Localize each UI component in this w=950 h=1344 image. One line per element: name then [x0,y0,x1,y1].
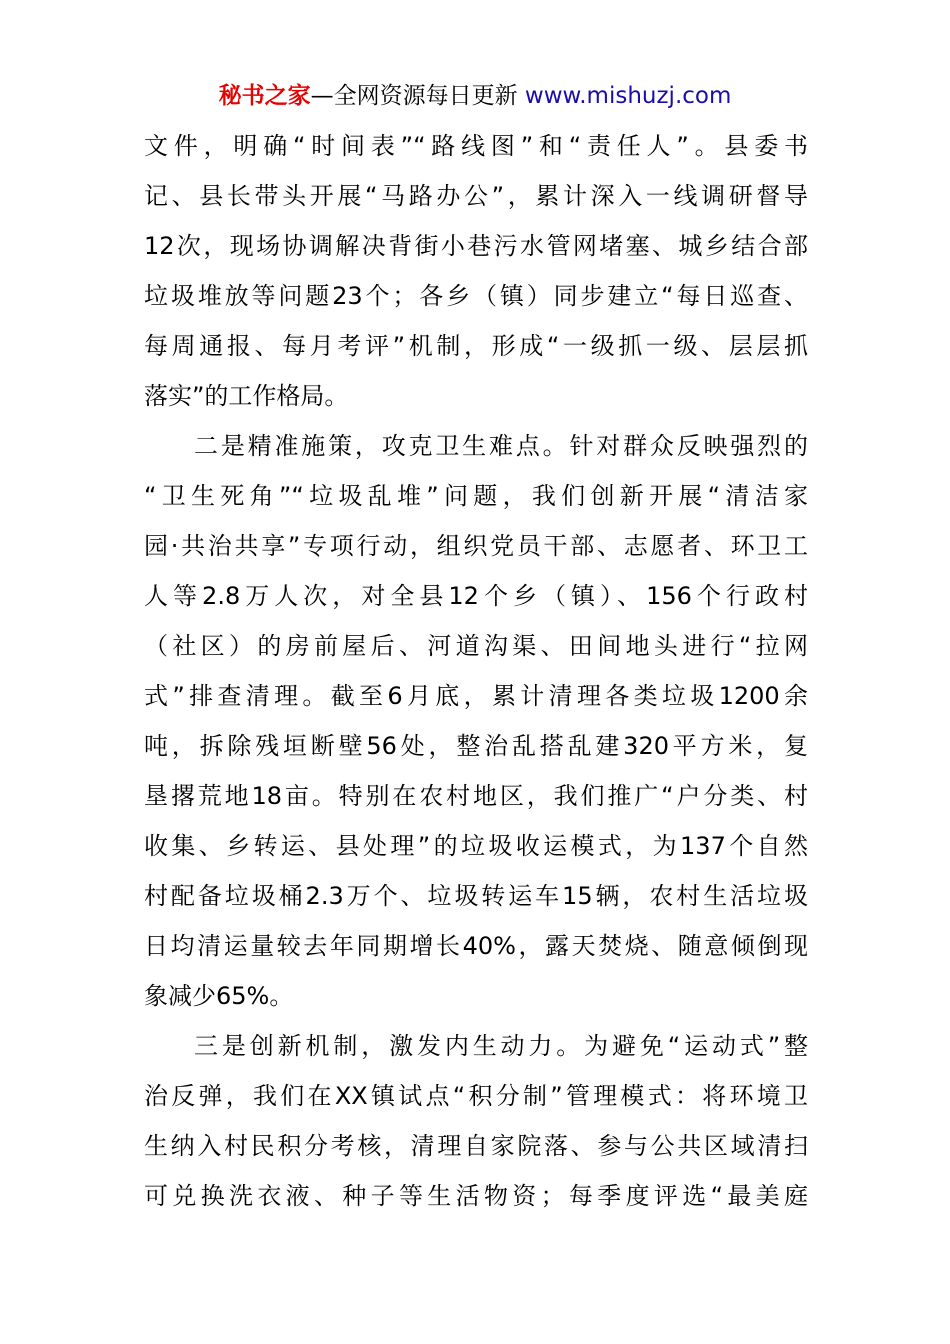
paragraph-start: 三是创新机制，激发内生动力。为避免“运动式”整 [194,1032,808,1060]
text-line: 垃圾堆放等问题23个；各乡（镇）同步建立“每日巡查、 [144,282,808,310]
brand-name: 秘书之家 [218,83,311,109]
text-line: 可兑换洗衣液、种子等生活物资；每季度评选“最美庭 [144,1182,808,1210]
text-line: 村配备垃圾桶2.3万个、垃圾转运车15辆，农村生活垃圾 [144,882,808,910]
text-line: （社区）的房前屋后、河道沟渠、田间地头进行“拉网 [144,632,808,660]
text-line: 收集、乡转运、县处理”的垃圾收运模式，为137个自然 [144,832,808,860]
page-header [0,80,950,112]
paragraph-start: 二是精准施策，攻克卫生难点。针对群众反映强烈的 [194,432,808,460]
text-line: 治反弹，我们在XX镇试点“积分制”管理模式：将环境卫 [144,1082,808,1110]
text-line: 落实”的工作格局。 [144,382,349,410]
text-line: “卫生死角”“垃圾乱堆”问题，我们创新开展“清洁家 [144,482,808,510]
text-line: 生纳入村民积分考核，清理自家院落、参与公共区域清扫 [144,1132,808,1160]
site-url-link[interactable]: www.mishuzj.com [524,83,732,109]
document-body [144,121,808,1221]
text-line: 每周通报、每月考评”机制，形成“一级抓一级、层层抓 [144,332,808,360]
text-line: 人等2.8万人次，对全县12个乡（镇）、156个行政村 [144,582,808,610]
text-line: 日均清运量较去年同期增长40%，露天焚烧、随意倾倒现 [144,932,808,960]
text-line: 文件，明确“时间表”“路线图”和“责任人”。县委书 [144,132,808,160]
text-line: 园·共治共享”专项行动，组织党员干部、志愿者、环卫工 [144,532,808,560]
text-line: 式”排查清理。截至6月底，累计清理各类垃圾1200余 [144,682,808,710]
text-line: 垦撂荒地18亩。特别在农村地区，我们推广“户分类、村 [144,782,808,810]
text-line: 象减少65%。 [144,982,294,1010]
text-line: 12次，现场协调解决背街小巷污水管网堵塞、城乡结合部 [144,232,808,260]
text-line: 记、县长带头开展“马路办公”，累计深入一线调研督导 [144,182,808,210]
header-tagline: —全网资源每日更新 [310,83,525,109]
text-line: 吨，拆除残垣断壁56处，整治乱搭乱建320平方米，复 [144,732,808,760]
